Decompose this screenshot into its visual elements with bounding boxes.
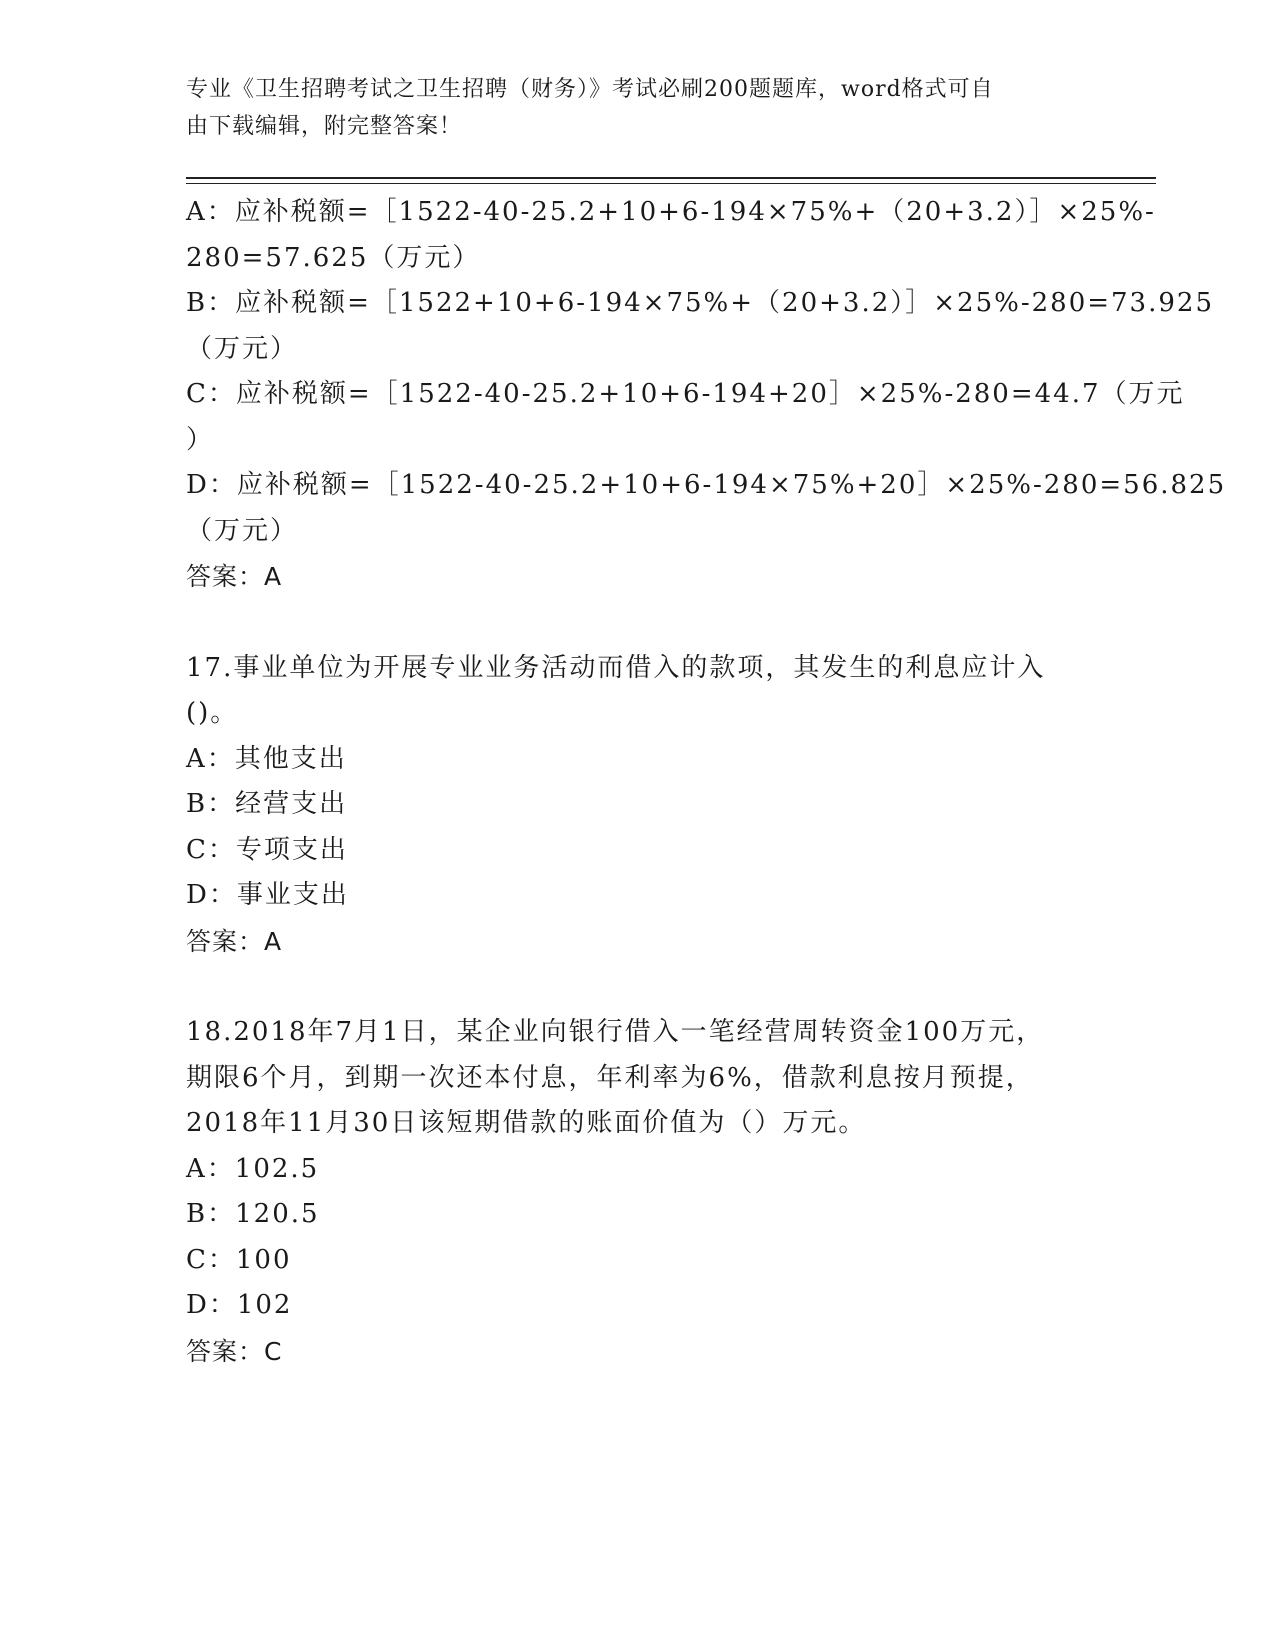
option-d: D：事业支出 bbox=[186, 880, 349, 910]
option-b: B：120.5 bbox=[186, 1199, 320, 1229]
question-stem-line-2: ()。 bbox=[186, 698, 239, 728]
answer-line: 答案：A bbox=[186, 562, 283, 591]
document-body bbox=[186, 190, 1227, 1374]
question-spacer bbox=[186, 964, 1086, 1010]
option-c: C：100 bbox=[186, 1244, 292, 1275]
document-header bbox=[186, 71, 1066, 145]
header-rule-thick bbox=[186, 177, 1156, 179]
question-stem-line-1: 18.2018年7月1日，某企业向银行借入一笔经营周转资金100万元， bbox=[186, 1017, 1045, 1047]
answer-line: 答案：A bbox=[186, 926, 283, 956]
option-b: B：经营支出 bbox=[186, 789, 348, 819]
option-c-line-2: ） bbox=[186, 424, 215, 455]
question-16-options bbox=[186, 190, 1227, 600]
option-a: A：其他支出 bbox=[186, 743, 347, 774]
question-stem-line-2: 期限6个月，到期一次还本付息，年利率为6%，借款利息按月预提， bbox=[186, 1062, 1034, 1093]
question-spacer bbox=[186, 600, 1086, 646]
option-b-line-2: （万元） bbox=[186, 333, 299, 364]
option-a: A：102.5 bbox=[186, 1153, 320, 1184]
option-a-line-1: A：应补税额=［1522-40-25.2+10+6-194×75%+（20+3.2）］×25%- bbox=[186, 197, 1156, 227]
option-c: C：专项支出 bbox=[186, 834, 348, 865]
question-17 bbox=[186, 646, 1086, 965]
header-line-2: 由下载编辑，附完整答案！ bbox=[186, 114, 463, 139]
header-rule-thin bbox=[186, 183, 1156, 184]
option-a-line-2: 280=57.625（万元） bbox=[186, 242, 481, 273]
option-d-line-1: D：应补税额=［1522-40-25.2+10+6-194×75%+20］×25%-280=56.825 bbox=[186, 470, 1227, 500]
option-b-line-1: B：应补税额=［1522+10+6-194×75%+（20+3.2）］×25%-280=73.925 bbox=[186, 288, 1214, 318]
answer-line: 答案：C bbox=[186, 1336, 283, 1366]
option-d: D：102 bbox=[186, 1290, 293, 1320]
option-d-line-2: （万元） bbox=[186, 515, 299, 546]
question-stem-line-3: 2018年11月30日该短期借款的账面价值为（）万元。 bbox=[186, 1108, 867, 1138]
question-18 bbox=[186, 1010, 1086, 1374]
question-stem-line-1: 17.事业单位为开展专业业务活动而借入的款项，其发生的利息应计入 bbox=[186, 652, 1046, 683]
header-line-1: 专业《卫生招聘考试之卫生招聘（财务）》考试必刷200题题库，word格式可自 bbox=[186, 77, 994, 102]
option-c-line-1: C：应补税额=［1522-40-25.2+10+6-194+20］×25%-280=44.7（万元 bbox=[186, 379, 1185, 409]
